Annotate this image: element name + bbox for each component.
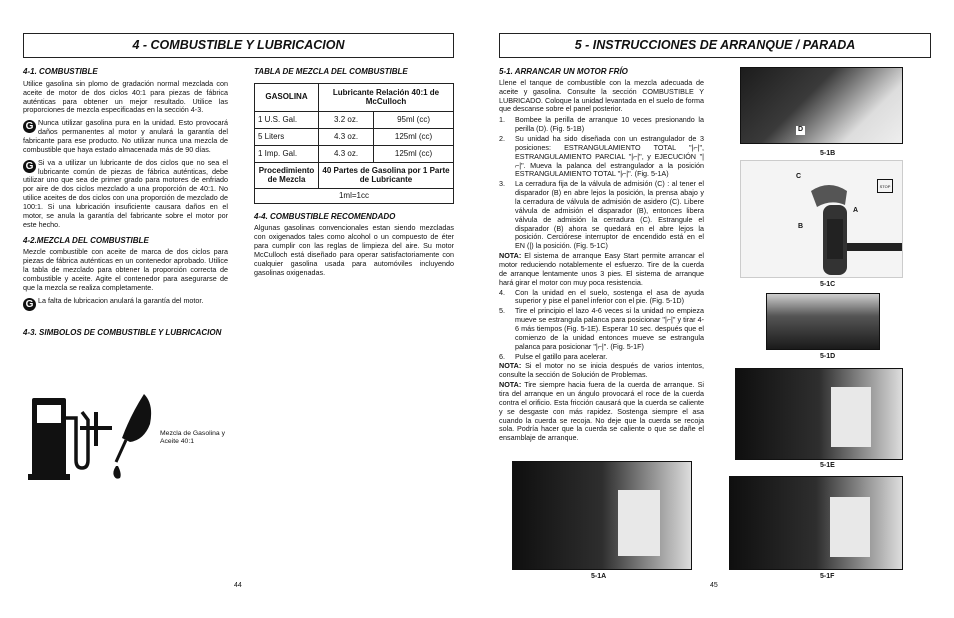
- left-page-title: 4 - COMBUSTIBLE Y LUBRICACION: [23, 33, 454, 58]
- label-c: C: [796, 173, 802, 180]
- section-5-1-intro: Llene el tanque de combustible con la mezcla adecuada de aceite y gasolina. Consulte la sección COMBUSTIBLE Y LUBRICADO. Coloque la unidad levantada en el suelo de forma que descanse sobre el panel posterior.: [499, 77, 704, 114]
- steps-list-2: [499, 289, 704, 362]
- warning-pure-gasoline: G Nunca utilizar gasolina pura en la unidad. Esto provocará daños permanentes al motor y anulará la garantía del fabricante para ese producto. No utilizar nunca una mezcla de combustible que haya estado almacenada más de 90 días.: [23, 118, 228, 154]
- table-cell: 4.3 oz.: [319, 128, 374, 145]
- knob-label-d: D: [798, 126, 804, 133]
- section-4-2-heading: 4-2.MEZCLA DEL COMBUSTIBLE: [23, 235, 149, 245]
- list-item: 6. Pulse el gatillo para acelerar.: [499, 351, 608, 361]
- stop-icon: STOP: [877, 179, 893, 193]
- table-row: [255, 128, 454, 145]
- page-number-left: 44: [234, 582, 242, 589]
- section-4-4-text: Algunas gasolinas convencionales estan siendo mezcladas con oxigenados tales como alcohol o un compuesto de éter para cumplir con las reglas de limpieza del aire. Su motor McCulloch está diseñado para operar satisfactoriamente con cualquier gasolina usada para automóviles incluyendo gasolinas oxigenadas.: [254, 223, 454, 277]
- gas-pump-icon: [28, 398, 88, 480]
- section-4-3-heading: 4-3. SIMBOLOS DE COMBUSTIBLE Y LUBRICACION: [23, 327, 222, 337]
- table-row: [255, 83, 454, 111]
- table-row: [255, 111, 454, 128]
- list-item: 3. La cerradura fija de la válvula de admisión (C) : al tener el disparador (B) en abre lejos la posición, la prensa abajo y la cerradura de válvula de admisión de asidero (C). Libere válvula de admisión el disparador (B), entonces libera válvula de admisión la cerradura (C). Estrangule el disparador (B) ahora se quedará en el abre lejos la posición. Cerciórese interruptor de encendido está en el EN (|) la posición. (Fig. 5-1C): [499, 179, 704, 251]
- list-item: 4. Con la unidad en el suelo, sostenga el asa de ayuda superior y pise el panel inferior con el pie. (Fig. 5-1D): [499, 287, 704, 306]
- section-5-1-heading: 5-1. ARRANCAR UN MOTOR FRÍO: [499, 67, 628, 76]
- list-item: 2. Su unidad ha sido diseñada con un estrangulador de 3 posiciones: ESTRANGULAMIENTO TOTAL "|⌐|", ESTRANGULAMIENTO PARCIAL "|⌐|", y EJECUCIÓN "|⌐|". Mueva la palanca del estrangulador a la posición ESTRANGULAMIENTO TOTAL "|⌐|". (Fig. 5-1A): [499, 133, 704, 179]
- figure-5-1e-photo: [735, 368, 903, 460]
- figure-5-1a-photo: [512, 461, 692, 570]
- list-item: 1. Bombee la perilla de arranque 10 veces presionando la perilla (D). (Fig. 5-1B): [499, 115, 704, 134]
- label-a: A: [853, 207, 859, 214]
- figure-5-1f-photo: [729, 476, 903, 570]
- steps-list-1: [499, 116, 704, 251]
- table-cell: Procedimiento de Mezcla: [255, 162, 319, 188]
- note-easy-start: NOTA: El sistema de arranque Easy Start permite arrancar el motor reduciendo notablemente el esfuerzo. Tire de la cuerda de arranque lentamente unos 3 pies. El sistema de arranque hará girar el motor con muy poca resistencia.: [499, 251, 704, 287]
- warning-g-icon: G: [23, 120, 36, 133]
- mix-table-heading: TABLA DE MEZCLA DEL COMBUSTIBLE: [254, 67, 408, 76]
- table-row: [255, 145, 454, 162]
- table-cell: 125ml (cc): [374, 145, 454, 162]
- page-number-right: 45: [710, 582, 718, 589]
- table-cell: 95ml (cc): [374, 111, 454, 128]
- warning-lubricant: G Si va a utilizar un lubricante de dos ciclos que no sea el lubricante común de piezas de fábrica auténticas, debe utilizar uno que sea de primer grado para motores de enfriado por aire de dos ciclos mezclado a una proporción de 40:1. No utilice aceites de dos ciclos con una proporción de mezclado de 100:1. Si una lubricación insuficiente causara daños en el motor, se anula la garantía del fabricante sobre el motor por este hecho.: [23, 157, 228, 229]
- section-4-4-heading: 4-4. COMBUSTIBLE RECOMENDADO: [254, 211, 396, 221]
- warning-g-icon: G: [23, 160, 36, 173]
- right-page-title: 5 - INSTRUCCIONES DE ARRANQUE / PARADA: [499, 33, 931, 58]
- label-b: B: [798, 223, 804, 230]
- table-header-lubricante: Lubricante Relación 40:1 de McCulloch: [319, 83, 454, 111]
- table-cell: 1 Imp. Gal.: [255, 145, 319, 162]
- oil-can-icon: [113, 394, 151, 479]
- table-cell: 40 Partes de Gasolina por 1 Parte de Lubricante: [319, 162, 454, 188]
- left-column-2: [254, 67, 454, 278]
- figure-5-1a-caption: 5-1A: [591, 573, 607, 580]
- right-text-column: [499, 67, 704, 443]
- table-cell: 4.3 oz.: [319, 145, 374, 162]
- section-4-1-text: Utilice gasolina sin plomo de gradación normal mezclada con aceite de motor de dos ciclos 40:1 para piezas de fábrica auténticas para obtener un mejor resultado. Utilice las proporciones de mezcla especificadas en la sección 4-3.: [23, 78, 228, 115]
- left-column-1: [23, 67, 228, 337]
- figure-5-1d-photo: [766, 293, 880, 350]
- figure-5-1b-photo: [740, 67, 903, 144]
- figure-5-1e-caption: 5-1E: [820, 462, 835, 469]
- figure-5-1f-caption: 5-1F: [820, 573, 835, 580]
- symbol-caption: Mezcla de Gasolina y Aceite 40:1: [160, 430, 225, 446]
- figure-5-1c-caption: 5-1C: [820, 281, 836, 288]
- table-cell: 3.2 oz.: [319, 111, 374, 128]
- section-4-2-text: Mezcle combustible con aceite de marca de dos ciclos para piezas de fábrica auténticas en un contenedor aprobado. Utilice la tabla de mezclado para obtener la proporción correcta de combustible y aceite. Agite el contenedor para asegurarse de que la mezcla se realiza completamente.: [23, 247, 228, 292]
- table-row: [255, 162, 454, 188]
- fuel-oil-symbol: [26, 390, 156, 485]
- list-item: 5. Tire el principio el lazo 4-6 veces si la unidad no empieza mueve se estrangula palanca para posicionar "|⌐|" y tirar 4-6 más tiempos (Fig. 5-1E). Esperar 10 sec. después que el comienzo de la unidad entonces mueve se estrangula palanca para posicionar "|⌐|". (Fig. 5-1F): [499, 306, 704, 351]
- note-starter-rope: NOTA: Tire siempre hacia fuera de la cuerda de arranque. Si tira del arranque en un ángulo provocará el roce de la cuerda contra el orificio. Esta fricción causará que la cuerda se caliente y se desgaste con más rapidez. Sostenga siempre el asa cuando la cuerda se recoja. No deje que la cuerda se recoja sola. Podría hacer que la cuerda se caliente o que se dañe el ensamblaje de arranque.: [499, 380, 704, 443]
- table-header-gasolina: GASOLINA: [255, 83, 319, 111]
- warning-g-icon: G: [23, 298, 36, 311]
- figure-5-1c-photo: [740, 160, 903, 278]
- table-cell: 1 U.S. Gal.: [255, 111, 319, 128]
- table-cell: 125ml (cc): [374, 128, 454, 145]
- note-troubleshooting: NOTA: Si el motor no se inicia después de varios intentos, consulte la sección de Solución de Problemas.: [499, 361, 704, 380]
- table-cell: 1ml=1cc: [255, 188, 454, 203]
- section-4-1-heading: 4-1. COMBUSTIBLE: [23, 67, 98, 76]
- figure-5-1d-caption: 5-1D: [820, 353, 836, 360]
- warning-lubrication: G La falta de lubricacion anulará la garantía del motor.: [23, 297, 228, 306]
- table-row: [255, 188, 454, 203]
- figure-5-1b-caption: 5-1B: [820, 150, 836, 157]
- fuel-mix-table: [254, 83, 454, 204]
- table-cell: 5 Liters: [255, 128, 319, 145]
